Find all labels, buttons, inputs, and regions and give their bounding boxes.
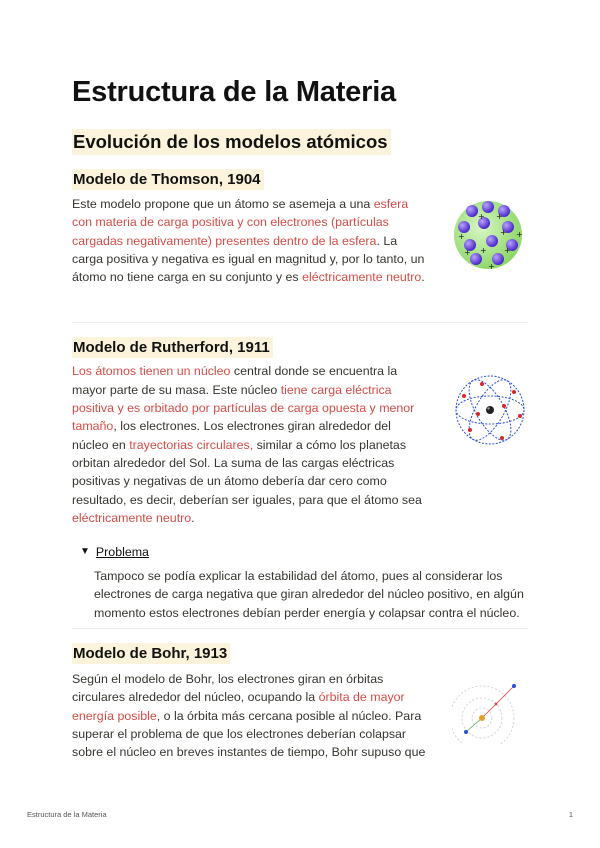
svg-text:+: + bbox=[500, 228, 507, 237]
page-footer bbox=[27, 810, 573, 819]
triangle-down-icon[interactable]: ▼ bbox=[80, 546, 90, 558]
page-content bbox=[72, 70, 528, 762]
rutherford-block bbox=[72, 337, 528, 527]
thomson-paragraph: Este modelo propone que un átomo se asemeja a una esfera con materia de carga positiva y con electrones (partículas cargadas negativamente) presentes dentro de la esfera. La carga positiva y negativa es igual en magnitud y, por lo tanto, un átomo no tiene carga en su conjunto y es eléctricamente neutro. bbox=[72, 197, 425, 285]
svg-text:+: + bbox=[478, 212, 485, 221]
problem-text: Tampoco se podía explicar la estabilidad del átomo, pues al considerar los electrones de carga negativa que giran alrededor del núcleo positivo, en algún momento estos electrones debían perder energía y colapsar contra el núcleo. bbox=[94, 569, 524, 620]
svg-text:+: + bbox=[504, 246, 511, 255]
page-number: 1 bbox=[568, 810, 573, 819]
svg-text:+: + bbox=[458, 232, 465, 241]
divider bbox=[72, 628, 528, 629]
rutherford-atom-icon bbox=[452, 372, 528, 448]
bohr-paragraph: Según el modelo de Bohr, los electrones giran en órbitas circulares alrededor del núcleo, ocupando la órbita de mayor energía posible, o la órbita más cercana posible al núcleo. Para superar el problema de que los electrones deberían colapsar sobre el núcleo en breves instantes de tiempo, Bohr supuso que bbox=[72, 672, 426, 760]
bohr-model-illustration bbox=[428, 670, 528, 744]
rutherford-paragraph: Los átomos tienen un núcleo central donde se encuentra la mayor parte de su masa. Este núcleo tiene carga eléctrica positiva y es orbitado por partículas de carga opuesta y menor tamaño, los electrones. Los electrones giran alrededor del núcleo en trayectorias circulares, similar a cómo los planetas orbitan alrededor del Sol. La suma de las cargas eléctricas positivas y negativas de un átomo debería dar cero como resultado, es decir, deberían ser iguales, para que el átomo sea eléctricamente neutro. bbox=[72, 364, 422, 525]
problem-toggle-header[interactable] bbox=[80, 543, 528, 561]
problem-toggle-label[interactable]: Problema bbox=[95, 545, 149, 560]
bohr-block bbox=[72, 643, 528, 761]
bohr-atom-icon bbox=[452, 678, 528, 744]
rutherford-title: Modelo de Rutherford, 1911 bbox=[72, 337, 273, 358]
footer-title: Estructura de la Materia bbox=[27, 810, 107, 819]
svg-text:+: + bbox=[516, 230, 523, 239]
section-heading: Evolución de los modelos atómicos bbox=[72, 129, 391, 155]
page-title: Estructura de la Materia bbox=[72, 76, 396, 108]
thomson-title: Modelo de Thomson, 1904 bbox=[72, 169, 264, 190]
rutherford-model-illustration bbox=[428, 362, 528, 448]
svg-text:+: + bbox=[480, 246, 487, 255]
thomson-block bbox=[72, 169, 528, 286]
divider bbox=[72, 322, 528, 323]
svg-text:+: + bbox=[488, 262, 495, 271]
svg-text:+: + bbox=[496, 212, 503, 221]
problem-toggle bbox=[72, 543, 528, 622]
thomson-model-illustration bbox=[428, 195, 528, 275]
bohr-title: Modelo de Bohr, 1913 bbox=[72, 643, 230, 664]
thomson-atom-icon bbox=[448, 195, 528, 275]
svg-text:+: + bbox=[464, 248, 471, 257]
